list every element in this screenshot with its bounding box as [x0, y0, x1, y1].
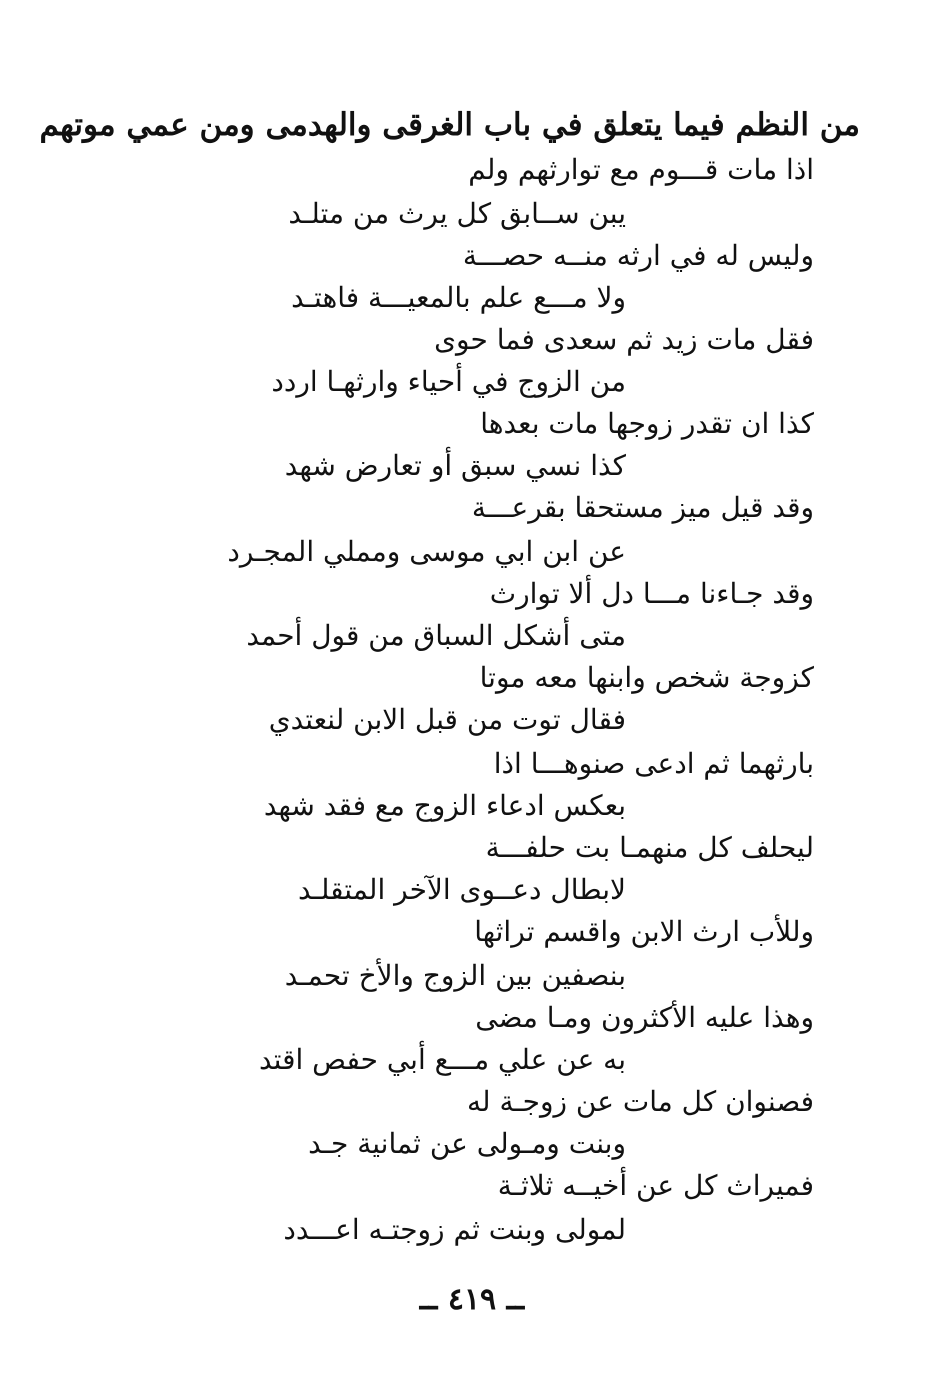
- verse-line: متى أشكل السباق من قول أحمد: [246, 619, 626, 652]
- verse-line: وللأب ارث الابن واقسم تراثها: [474, 915, 814, 948]
- verse-line: وقد قيل ميز مستحقا بقرعـــة: [471, 491, 814, 524]
- verse-line: كزوجة شخص وابنها معه موتا: [479, 661, 814, 694]
- verse-line: من الزوج في أحياء وارثهـا اردد: [271, 365, 626, 398]
- verse-line: وهذا عليه الأكثرون ومـا مضى: [475, 1001, 814, 1034]
- verse-line: ولا مـــع علم بالمعيـــة فاهتـد: [291, 281, 626, 314]
- verse-line: فصنوان كل مات عن زوجـة له: [467, 1085, 814, 1118]
- verse-line: كذا نسي سبق أو تعارض شهد: [284, 449, 626, 482]
- verse-line: فقال توت من قبل الابن لنعتدي: [268, 703, 626, 736]
- verse-line: بعكس ادعاء الزوج مع فقد شهد: [263, 789, 626, 822]
- verse-line: فقل مات زيد ثم سعدى فما حوى: [434, 323, 814, 356]
- verse-line: يبن ســابق كل يرث من متلـد: [288, 197, 626, 230]
- verse-line: اذا مات قـــوم مع توارثهم ولم: [468, 153, 814, 186]
- verse-line: ليحلف كل منهمـا بت حلفـــة: [485, 831, 814, 864]
- verse-line: وليس له في ارثه منــه حصـــة: [462, 239, 814, 272]
- section-heading: من النظم فيما يتعلق في باب الغرقى والهدمى ومن عمي موتهم: [39, 107, 860, 143]
- verse-line: عن ابن ابي موسى ومملي المجـرد: [227, 535, 626, 568]
- verse-line: وبنت ومـولى عن ثمانية جـد: [308, 1127, 626, 1160]
- verse-line: لمولى وبنت ثم زوجتـه اعـــدد: [283, 1213, 626, 1246]
- verse-line: وقد جـاءنا مـــا دل ألا توارث: [489, 577, 814, 610]
- verse-line: به عن علي مـــع أبي حفص اقتد: [258, 1043, 626, 1076]
- verse-line: فميراث كل عن أخيــه ثلاثـة: [497, 1169, 814, 1202]
- verse-line: بنصفين بين الزوج والأخ تحمـد: [284, 959, 626, 992]
- verse-line: لابطال دعــوى الآخر المتقلـد: [297, 873, 626, 906]
- page-number: ــ ٤١٩ ــ: [419, 1282, 525, 1317]
- verse-line: بارثهما ثم ادعى صنوهـــا اذا: [493, 747, 814, 780]
- verse-line: كذا ان تقدر زوجها مات بعدها: [480, 407, 814, 440]
